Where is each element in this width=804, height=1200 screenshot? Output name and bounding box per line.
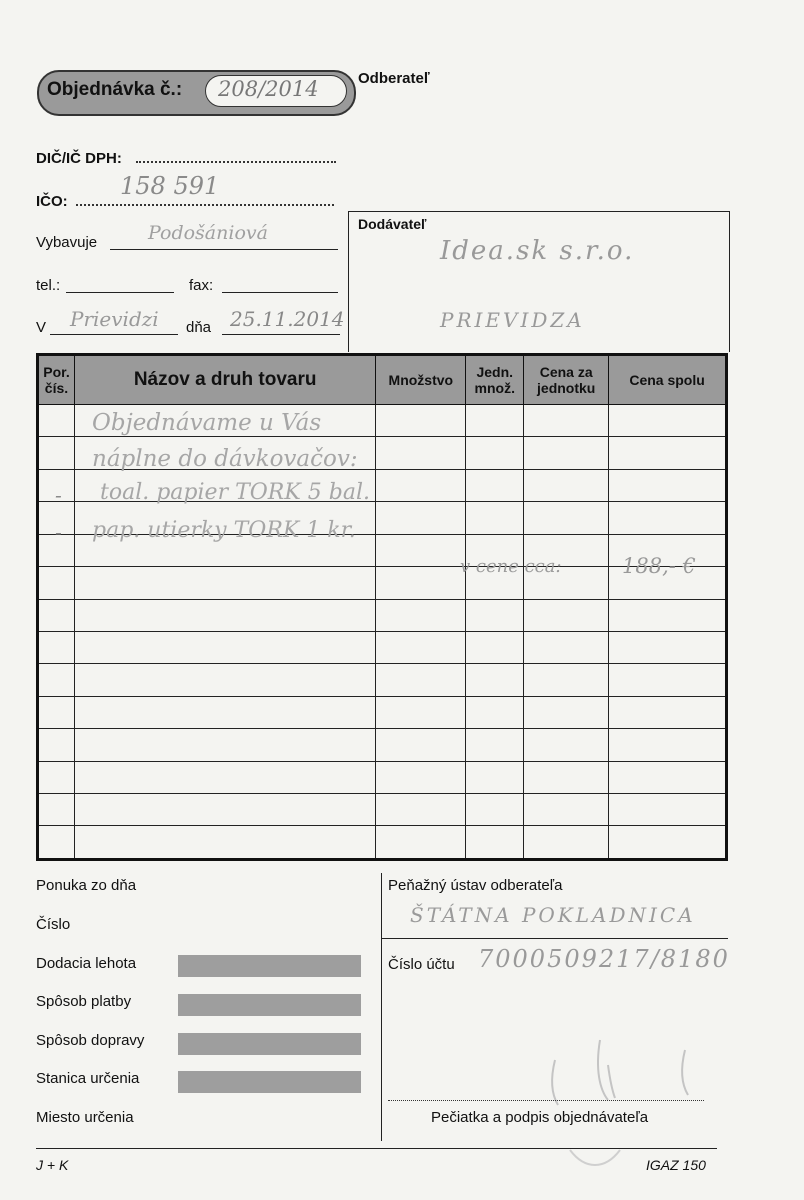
payment-method-label: Spôsob platby xyxy=(36,993,132,1010)
bank-label: Peňažný ústav odberateľa xyxy=(388,877,563,894)
price-note: v cene cca: xyxy=(460,556,562,577)
delivery-term-field[interactable] xyxy=(178,955,361,977)
bottom-rule xyxy=(36,1148,717,1149)
destination-place-label: Miesto určenia xyxy=(36,1109,134,1126)
handled-by-value: Podošániová xyxy=(148,222,268,244)
handwritten-line: náplne do dávkovačov: xyxy=(92,446,358,472)
fax-label: fax: xyxy=(189,277,214,294)
table-row[interactable] xyxy=(38,631,727,663)
row-mark: - xyxy=(55,483,62,507)
form-code: IGAZ 150 xyxy=(646,1157,706,1173)
in-label: V xyxy=(36,319,47,336)
offer-number-label: Číslo xyxy=(36,916,71,933)
destination-station-label: Stanica určenia xyxy=(36,1070,140,1087)
order-number-value: 208/2014 xyxy=(218,77,319,101)
customer-label: Odberateľ xyxy=(358,70,430,87)
ico-value: 158 591 xyxy=(120,172,220,200)
col-header-item-name: Názov a druh tovaru xyxy=(74,355,375,405)
bank-value: ŠTÁTNA POKLADNICA xyxy=(410,903,696,927)
table-row[interactable] xyxy=(38,664,727,696)
col-header-total-price: Cena spolu xyxy=(609,355,727,405)
payment-method-field[interactable] xyxy=(178,994,361,1016)
table-row[interactable] xyxy=(38,794,727,826)
delivery-term-label: Dodacia lehota xyxy=(36,955,137,972)
dic-field[interactable] xyxy=(136,161,336,163)
fax-field[interactable] xyxy=(222,292,338,293)
publisher-mark: J + K xyxy=(36,1157,69,1173)
order-label: Objednávka č.: xyxy=(47,79,183,100)
account-label: Číslo účtu xyxy=(388,956,455,973)
row-mark: - xyxy=(55,520,62,544)
ico-label: IČO: xyxy=(36,193,68,210)
supplier-label: Dodávateľ xyxy=(358,216,427,232)
handled-by-label: Vybavuje xyxy=(36,234,98,251)
handwritten-line: Objednávame u Vás xyxy=(92,410,322,436)
handwritten-line: toal. papier TORK 5 bal. xyxy=(100,480,370,505)
col-header-unit-price: Cena za jednotku xyxy=(524,355,609,405)
table-row[interactable] xyxy=(38,761,727,793)
tel-field[interactable] xyxy=(66,292,174,293)
table-header-row xyxy=(38,355,727,405)
footer-divider xyxy=(381,873,382,1141)
dic-label: DIČ/IČ DPH: xyxy=(36,150,122,167)
handled-by-field[interactable] xyxy=(110,249,338,250)
account-value: 7000509217/8180 xyxy=(478,945,730,973)
table-row[interactable] xyxy=(38,729,727,761)
stamp-signature-label: Pečiatka a podpis objednávateľa xyxy=(431,1109,649,1126)
offer-date-label: Ponuka zo dňa xyxy=(36,877,137,894)
col-header-unit: Jedn. množ. xyxy=(466,355,524,405)
destination-station-field[interactable] xyxy=(178,1071,361,1093)
transport-method-field[interactable] xyxy=(178,1033,361,1055)
date-value: 25.11.2014 xyxy=(230,307,345,331)
table-row[interactable] xyxy=(38,696,727,728)
ico-field[interactable] xyxy=(76,204,334,206)
signature-image xyxy=(530,1010,720,1170)
stamp-signature-field[interactable] xyxy=(388,1100,704,1101)
date-field[interactable] xyxy=(222,334,340,335)
in-value: Prievidzi xyxy=(70,307,159,331)
price-total: 188,- € xyxy=(622,554,696,578)
bank-field[interactable] xyxy=(382,938,728,939)
supplier-city: PRIEVIDZA xyxy=(440,308,585,332)
date-label: dňa xyxy=(186,319,212,336)
col-header-number: Por. čís. xyxy=(38,355,75,405)
col-header-quantity: Množstvo xyxy=(376,355,466,405)
tel-label: tel.: xyxy=(36,277,61,294)
table-row[interactable] xyxy=(38,826,727,860)
table-row[interactable] xyxy=(38,599,727,631)
handwritten-line: pap. utierky TORK 1 kr. xyxy=(92,518,356,543)
supplier-name: Idea.sk s.r.o. xyxy=(440,236,635,266)
in-field[interactable] xyxy=(50,334,178,335)
transport-method-label: Spôsob dopravy xyxy=(36,1032,145,1049)
